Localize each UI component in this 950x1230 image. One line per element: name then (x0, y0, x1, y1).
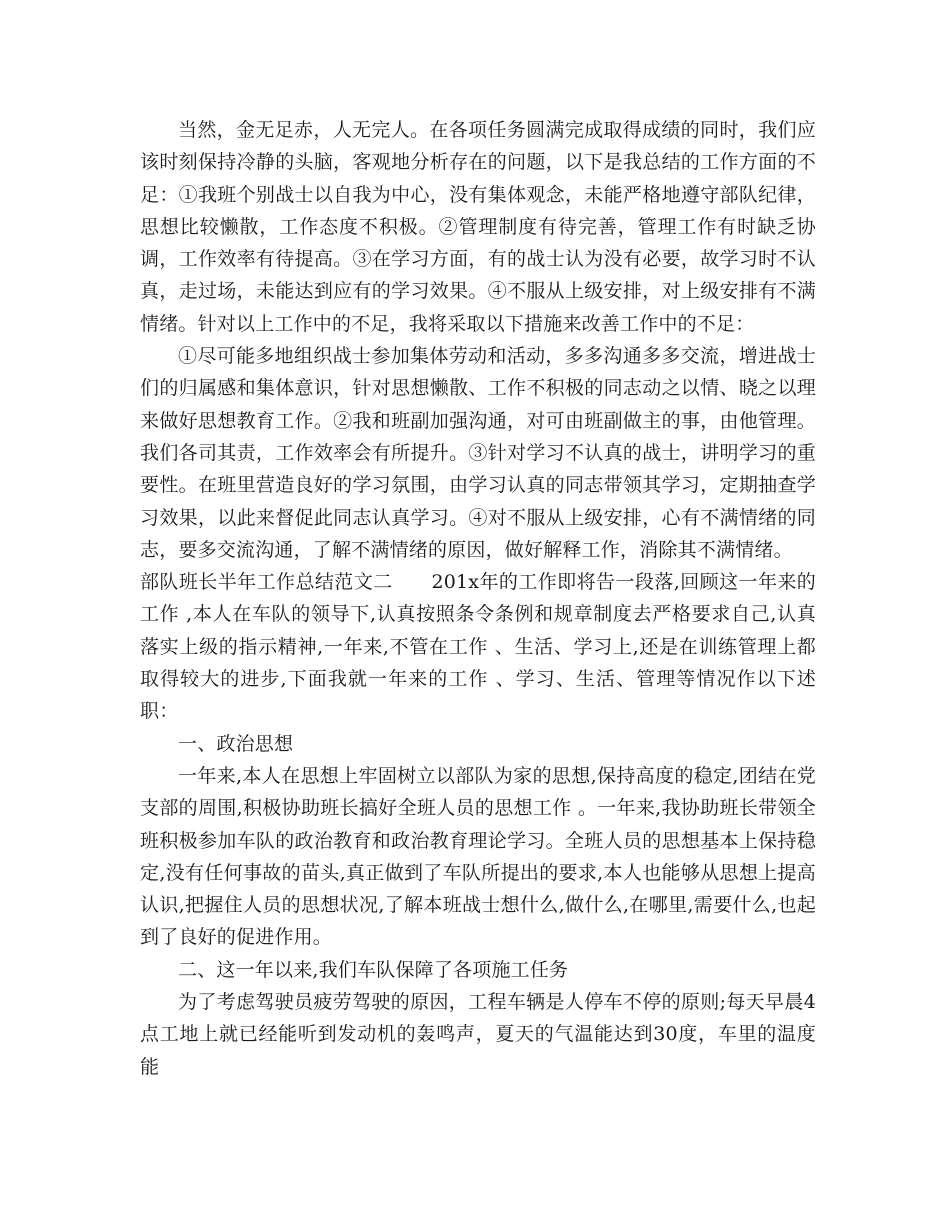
section-heading-tasks: 二、这一年以来,我们车队保障了各项施工任务 (178, 958, 569, 981)
document-body (140, 114, 816, 1083)
paragraph-measures: ①尽可能多地组织战士参加集体劳动和活动，多多沟通多多交流，增进战士们的归属感和集体意识，针对思想懒散、工作不积极的同志动之以情、晓之以理来做好思想教育工作。②我和班副加强沟通，对可由班副做主的事，由他管理。我们各司其责，工作效率会有所提升。③针对学习不认真的战士，讲明学习的重要性。在班里营造良好的学习氛围，由学习认真的同志带领其学习，定期抽查学习效果，以此来督促此同志认真学习。④对不服从上级安排，心有不满情绪的同志，要多交流沟通，了解不满情绪的原因，做好解释工作，消除其不满情绪。 (140, 345, 816, 561)
paragraph-shortcomings: 当然，金无足赤，人无完人。在各项任务圆满完成取得成绩的同时，我们应该时刻保持冷静的头脑，客观地分析存在的问题，以下是我总结的工作方面的不足：①我班个别战士以自我为中心，没有集体观念，未能严格地遵守部队纪律，思想比较懒散，工作态度不积极。②管理制度有待完善，管理工作有时缺乏协调，工作效率有待提高。③在学习方面，有的战士认为没有必要，故学习时不认真，走过场，未能达到应有的学习效果。④不服从上级安排，对上级安排有不满情绪。针对以上工作中的不足，我将采取以下措施来改善工作中的不足： (140, 119, 816, 335)
paragraph-sample-two-intro: 部队班长半年工作总结范文二 201x年的工作即将告一段落,回顾这一年来的工作 ,本人在车队的领导下,认真按照条令条例和规章制度去严格要求自己,认真落实上级的指示精神,一年来,不管在工作 、生活、学习上,还是在训练管理上都取得较大的进步,下面我就一年来的工作 、学习、生活、管理等情况作以下述职： (140, 571, 816, 723)
paragraph-political: 一年来,本人在思想上牢固树立以部队为家的思想,保持高度的稳定,团结在党支部的周围,积极协助班长搞好全班人员的思想工作 。一年来,我协助班长带领全班积极参加车队的政治教育和政治教育理论学习。全班人员的思想基本上保持稳定,没有任何事故的苗头,真正做到了车队所提出的要求,本人也能够从思想上提高认识,把握住人员的思想状况,了解本班战士想什么,做什么,在哪里,需要什么,也起到了良好的促进作用。 (140, 764, 816, 949)
section-heading-political: 一、政治思想 (178, 732, 294, 755)
paragraph-tasks: 为了考虑驾驶员疲劳驾驶的原因，工程车辆是人停车不停的原则;每天早晨4点工地上就已经能听到发动机的轰鸣声，夏天的气温能达到30度，车里的温度能 (140, 991, 816, 1078)
